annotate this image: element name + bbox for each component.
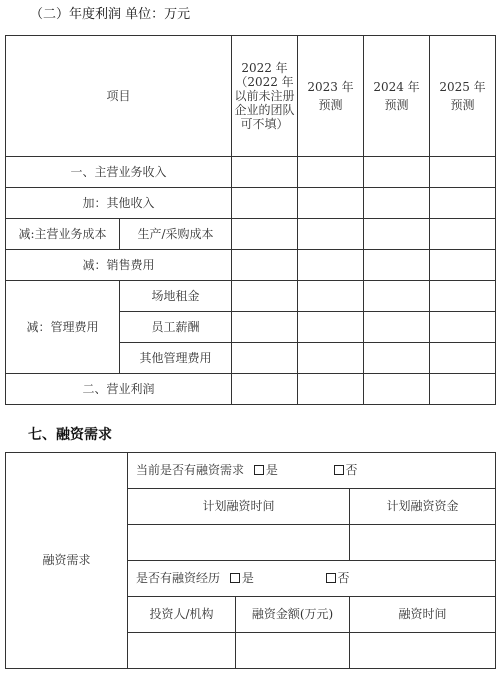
input-cell[interactable] xyxy=(298,157,364,188)
table-row xyxy=(6,281,496,312)
need-question-label: 当前是否有融资需求 xyxy=(136,463,245,477)
input-cell[interactable] xyxy=(430,343,496,374)
input-cell[interactable] xyxy=(430,188,496,219)
planned-time-input[interactable] xyxy=(128,525,350,561)
input-cell[interactable] xyxy=(232,374,298,405)
planned-amount-input[interactable] xyxy=(350,525,496,561)
row-mgmt-expense: 减：管理费用 xyxy=(6,281,120,374)
row-operating-profit: 二、营业利润 xyxy=(6,374,232,405)
history-no-checkbox[interactable] xyxy=(326,573,336,583)
header-2022-text: 2022 年（2022 年以前未注册企业的团队可不填） xyxy=(234,61,295,131)
need-yes-label: 是 xyxy=(265,463,278,477)
header-item: 项目 xyxy=(6,36,232,157)
annual-profit-table xyxy=(5,35,496,405)
history-no-label: 否 xyxy=(337,571,350,585)
input-cell[interactable] xyxy=(430,157,496,188)
need-question-row xyxy=(128,453,496,489)
header-2024 xyxy=(364,36,430,157)
input-cell[interactable] xyxy=(232,281,298,312)
input-cell[interactable] xyxy=(430,281,496,312)
header-2023-text: 2023 年 预测 xyxy=(307,80,354,112)
header-2024-text: 2024 年 预测 xyxy=(373,80,420,112)
table-row xyxy=(6,219,496,250)
input-cell[interactable] xyxy=(298,281,364,312)
finance-section-title: 七、融资需求 xyxy=(28,427,112,443)
table-row xyxy=(6,250,496,281)
table-row xyxy=(6,188,496,219)
row-production-cost: 生产/采购成本 xyxy=(120,219,232,250)
input-cell[interactable] xyxy=(430,219,496,250)
history-question-row xyxy=(128,561,496,597)
input-cell[interactable] xyxy=(232,157,298,188)
row-rent: 场地租金 xyxy=(120,281,232,312)
input-cell[interactable] xyxy=(298,219,364,250)
input-cell[interactable] xyxy=(232,219,298,250)
need-no-label: 否 xyxy=(345,463,358,477)
header-2025 xyxy=(430,36,496,157)
input-cell[interactable] xyxy=(364,281,430,312)
financing-needs-table xyxy=(5,452,496,669)
planned-time-header: 计划融资时间 xyxy=(128,489,350,525)
input-cell[interactable] xyxy=(298,343,364,374)
input-cell[interactable] xyxy=(298,188,364,219)
header-2025-text: 2025 年 预测 xyxy=(439,80,486,112)
table-row xyxy=(6,157,496,188)
input-cell[interactable] xyxy=(430,374,496,405)
investor-input[interactable] xyxy=(128,633,236,669)
row-main-cost: 减:主营业务成本 xyxy=(6,219,120,250)
row-salary: 员工薪酬 xyxy=(120,312,232,343)
row-main-income: 一、主营业务收入 xyxy=(6,157,232,188)
input-cell[interactable] xyxy=(298,374,364,405)
input-cell[interactable] xyxy=(364,157,430,188)
input-cell[interactable] xyxy=(364,219,430,250)
time-header: 融资时间 xyxy=(350,597,496,633)
input-cell[interactable] xyxy=(298,250,364,281)
need-yes-checkbox[interactable] xyxy=(254,465,264,475)
header-2023 xyxy=(298,36,364,157)
profit-section-title: （二）年度利润 单位：万元 xyxy=(30,7,191,22)
input-cell[interactable] xyxy=(364,312,430,343)
planned-amount-header: 计划融资资金 xyxy=(350,489,496,525)
row-other-mgmt: 其他管理费用 xyxy=(120,343,232,374)
input-cell[interactable] xyxy=(364,343,430,374)
input-cell[interactable] xyxy=(232,250,298,281)
history-question-label: 是否有融资经历 xyxy=(136,571,221,585)
time-input[interactable] xyxy=(350,633,496,669)
input-cell[interactable] xyxy=(364,374,430,405)
input-cell[interactable] xyxy=(232,312,298,343)
input-cell[interactable] xyxy=(232,188,298,219)
row-sales-expense: 减：销售费用 xyxy=(6,250,232,281)
input-cell[interactable] xyxy=(364,188,430,219)
finance-row-label: 融资需求 xyxy=(6,453,128,669)
history-yes-label: 是 xyxy=(241,571,254,585)
input-cell[interactable] xyxy=(430,250,496,281)
header-2022 xyxy=(232,36,298,157)
history-yes-checkbox[interactable] xyxy=(230,573,240,583)
input-cell[interactable] xyxy=(298,312,364,343)
amount-input[interactable] xyxy=(236,633,350,669)
input-cell[interactable] xyxy=(364,250,430,281)
need-no-checkbox[interactable] xyxy=(334,465,344,475)
row-other-income: 加：其他收入 xyxy=(6,188,232,219)
input-cell[interactable] xyxy=(430,312,496,343)
amount-header: 融资金额(万元) xyxy=(236,597,350,633)
table-row xyxy=(6,374,496,405)
investor-header: 投资人/机构 xyxy=(128,597,236,633)
input-cell[interactable] xyxy=(232,343,298,374)
